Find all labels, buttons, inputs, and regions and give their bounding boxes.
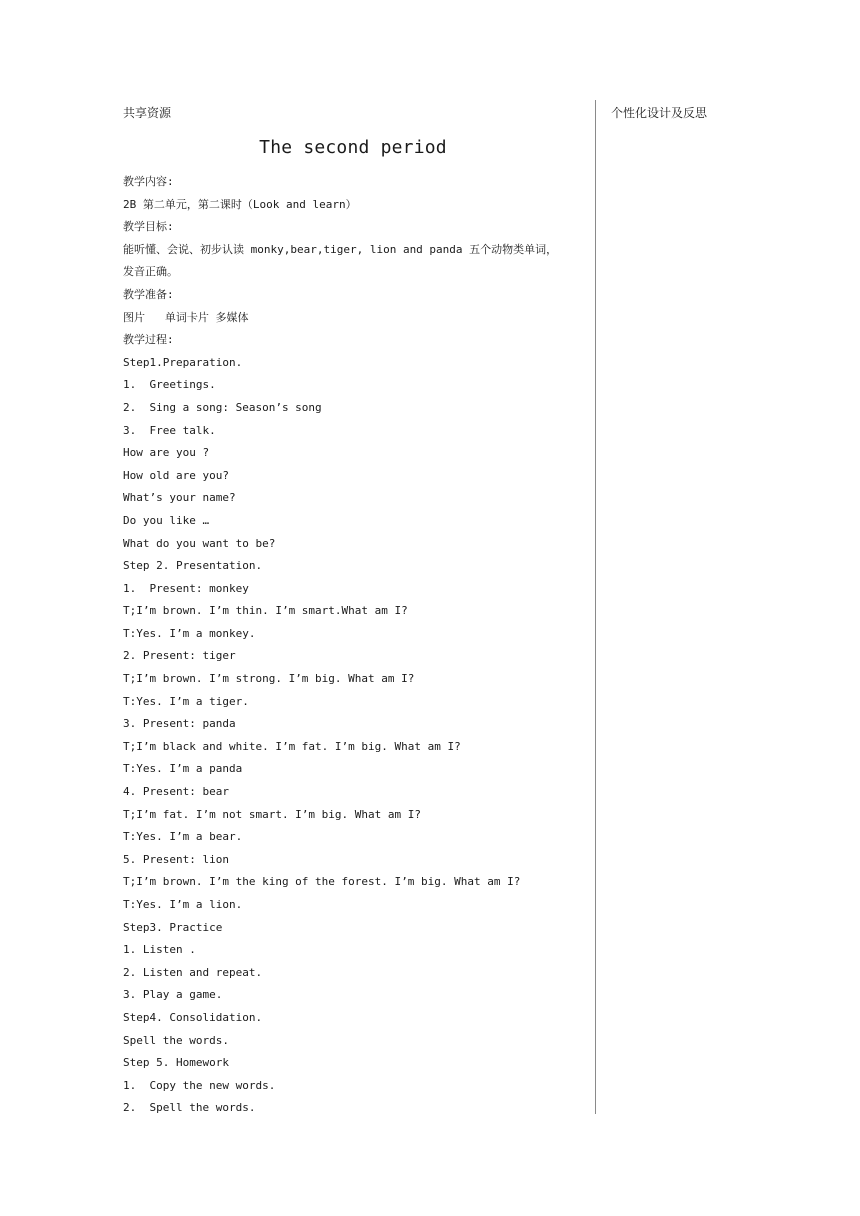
content-line: 图片 单词卡片 多媒体	[123, 310, 249, 324]
content-line: 发音正确。	[123, 265, 178, 279]
content-line: 1. Greetings.	[123, 378, 216, 392]
content-line: 3. Present: panda	[123, 717, 236, 731]
content-line: T;I’m brown. I’m strong. I’m big. What am I?	[123, 672, 415, 686]
content-line: 2. Spell the words.	[123, 1101, 256, 1115]
content-line: Step1.Preparation.	[123, 355, 243, 369]
content-line: What do you want to be?	[123, 536, 276, 550]
content-line: 3. Play a game.	[123, 988, 223, 1002]
header-shared-resources: 共享资源	[123, 106, 172, 120]
content-line: T:Yes. I’m a lion.	[123, 898, 243, 911]
content-line: 4. Present: bear	[123, 785, 229, 799]
content-line: Do you like …	[123, 513, 210, 527]
content-line: 1. Listen .	[123, 943, 196, 957]
column-divider	[595, 100, 596, 1114]
content-line: 3. Free talk.	[123, 423, 216, 437]
content-line: 2. Present: tiger	[123, 649, 236, 663]
content-line: 5. Present: lion	[123, 852, 229, 866]
content-line: T;I’m fat. I’m not smart. I’m big. What am I?	[123, 807, 422, 821]
content-line: Step3. Practice	[123, 920, 223, 934]
content-line: How old are you?	[123, 468, 229, 482]
content-line: 教学内容:	[123, 175, 174, 188]
content-line: What’s your name?	[123, 491, 236, 505]
header-personalized-design: 个性化设计及反思	[611, 106, 708, 120]
content-line: T:Yes. I’m a monkey.	[123, 626, 256, 640]
content-line: Spell the words.	[123, 1033, 229, 1047]
content-line: How are you ?	[123, 446, 210, 460]
content-line: T:Yes. I’m a bear.	[123, 830, 243, 844]
content-line: 能听懂、会说、初步认读 monky,bear,tiger, lion and panda 五个动物类单词，	[123, 242, 558, 256]
lesson-content	[123, 171, 585, 1120]
content-line: 2B 第二单元，第二课时（Look and learn）	[123, 197, 357, 211]
content-line: Step 5. Homework	[123, 1056, 229, 1070]
content-line: Step 2. Presentation.	[123, 559, 263, 573]
lesson-title: The second period	[259, 137, 447, 158]
content-line: 1. Copy the new words.	[123, 1078, 276, 1092]
content-line: 1. Present: monkey	[123, 581, 249, 595]
content-line: T;I’m brown. I’m thin. I’m smart.What am I?	[123, 604, 408, 618]
content-line: Step4. Consolidation.	[123, 1010, 263, 1024]
content-line: 教学准备:	[123, 287, 174, 301]
content-line: 2. Sing a song: Season’s song	[123, 400, 322, 414]
content-line: 2. Listen and repeat.	[123, 965, 263, 979]
content-line: T;I’m black and white. I’m fat. I’m big. What am I?	[123, 739, 461, 753]
content-line: T:Yes. I’m a panda	[123, 762, 243, 776]
content-line: 教学过程:	[123, 333, 174, 347]
content-line: 教学目标:	[123, 220, 174, 234]
content-line: T:Yes. I’m a tiger.	[123, 694, 249, 708]
content-line: T;I’m brown. I’m the king of the forest. I’m big. What am I?	[123, 875, 521, 889]
